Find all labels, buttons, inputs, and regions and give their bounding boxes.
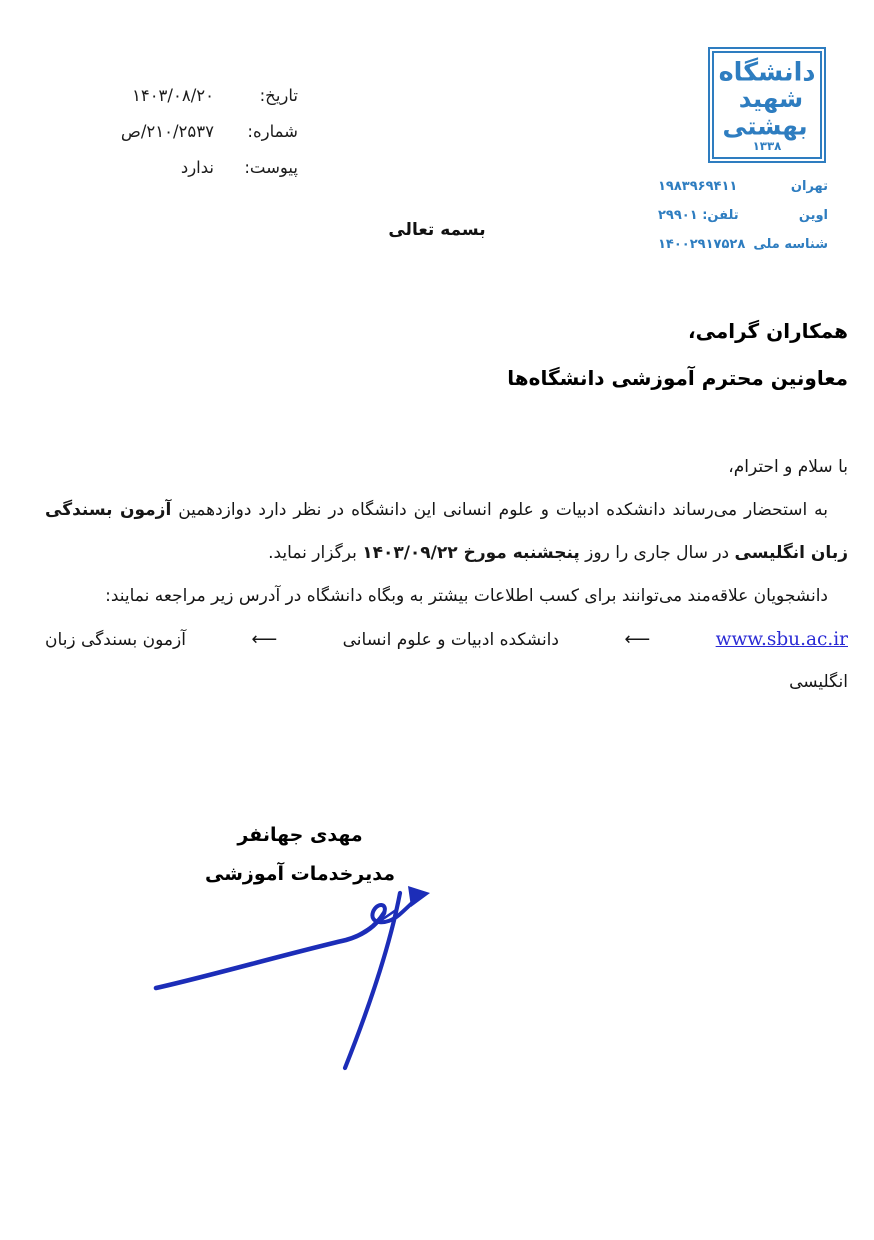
contact-info xyxy=(658,172,828,259)
svg-text:بهشتی: بهشتی xyxy=(722,111,808,141)
exam-date-bold: پنجشنبه مورخ ۱۴۰۳/۰۹/۲۲ xyxy=(362,543,580,563)
website-link[interactable]: www.sbu.ac.ir xyxy=(715,629,848,650)
number-label: شماره: xyxy=(247,122,298,141)
path-wrap-word: انگلیسی xyxy=(789,672,848,692)
announcement-text-2: در سال جاری را روز xyxy=(579,543,735,563)
path-exam: آزمون بسندگی زبان xyxy=(45,630,186,650)
svg-text:دانشگاه: دانشگاه xyxy=(718,57,816,88)
number-value: ۲۱۰/۲۵۳۷/ص xyxy=(120,122,214,141)
contact-postal-code: ۱۹۸۳۹۶۹۴۱۱ xyxy=(658,179,738,194)
university-logo-calligraphy xyxy=(714,52,820,158)
attachment-label: پیوست: xyxy=(244,158,298,177)
website-path-line xyxy=(45,618,848,662)
date-value: ۱۴۰۳/۰۸/۲۰ xyxy=(131,86,214,105)
contact-district-label: اوین xyxy=(798,208,828,223)
greeting xyxy=(45,308,848,402)
signer-name: مهدی جهانفر xyxy=(237,824,363,846)
besmele: بسمه تعالی xyxy=(388,220,486,240)
letter-meta xyxy=(76,86,298,177)
paragraph-announcement xyxy=(45,489,848,575)
path-faculty: دانشکده ادبیات و علوم انسانی xyxy=(342,630,559,650)
exam-name-bold: آزمون بسندگی زبان انگلیسی xyxy=(45,500,848,563)
signature-arrow-tip xyxy=(408,886,430,907)
left-arrow-icon: ⟵ xyxy=(251,629,278,650)
greeting-line-colleagues: همکاران گرامی، xyxy=(688,319,848,343)
university-logo xyxy=(708,47,826,163)
announcement-text-1: به استحضار می‌رساند دانشکده ادبیات و علوم انسانی این دانشگاه در نظر دارد دوازدهمین xyxy=(171,500,828,520)
signature-ink xyxy=(146,882,442,1078)
announcement-text-3: برگزار نماید. xyxy=(268,543,363,563)
contact-city-label: تهران xyxy=(790,179,828,194)
contact-national-id-label: شناسه ملی xyxy=(753,237,828,252)
greeting-line-deputies: معاونین محترم آموزشی دانشگاه‌ها xyxy=(507,366,848,390)
salutation: با سلام و احترام، xyxy=(728,457,848,477)
svg-text:شهید: شهید xyxy=(738,83,804,113)
university-logo-frame xyxy=(712,51,822,159)
left-arrow-icon: ⟵ xyxy=(624,629,651,650)
paragraph-website-info: دانشجویان علاقه‌مند می‌توانند برای کسب اطلاعات بیشتر به وبگاه دانشگاه در آدرس زیر مراجعه نمایند: xyxy=(105,586,828,606)
svg-text:۱۳۳۸: ۱۳۳۸ xyxy=(752,139,782,154)
contact-phone-value: تلفن: ۲۹۹۰۱ xyxy=(658,208,739,223)
date-label: تاریخ: xyxy=(259,86,298,105)
contact-national-id-value: ۱۴۰۰۲۹۱۷۵۲۸ xyxy=(658,237,746,252)
letter-body xyxy=(45,308,848,702)
attachment-value: ندارد xyxy=(180,158,214,177)
signer-title: مدیرخدمات آموزشی xyxy=(205,863,395,885)
contact-line-city xyxy=(658,172,828,201)
